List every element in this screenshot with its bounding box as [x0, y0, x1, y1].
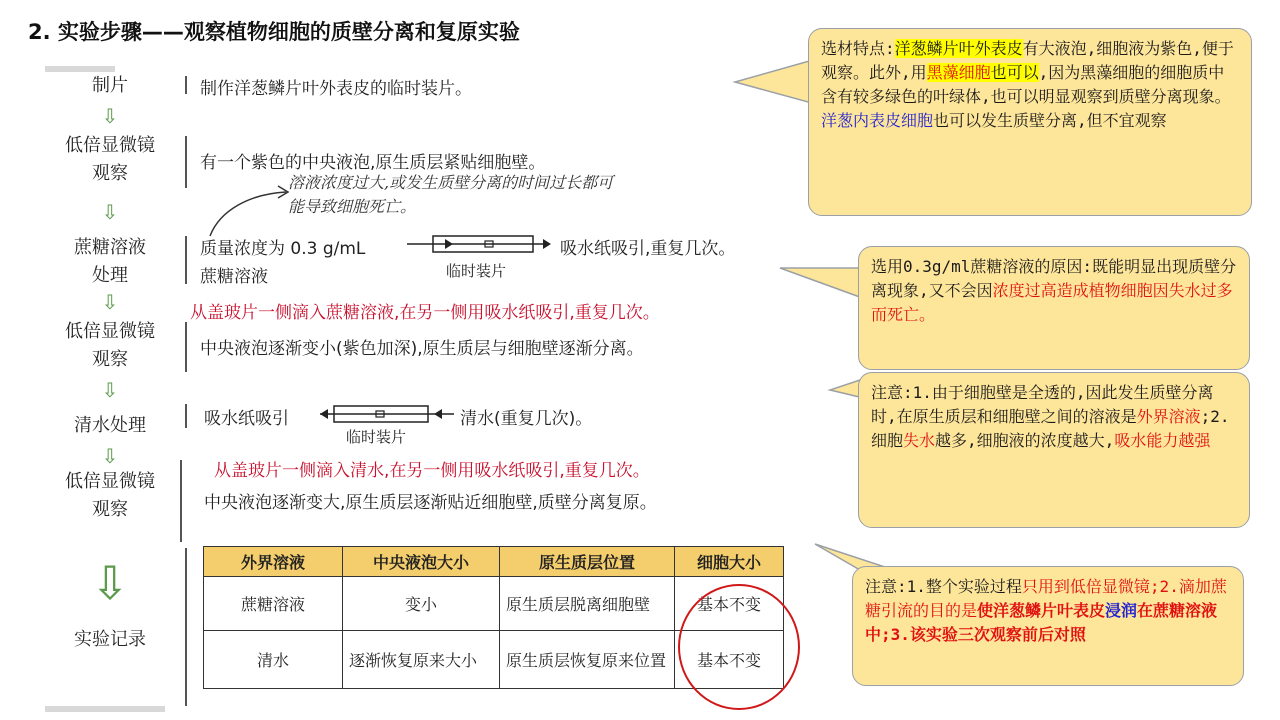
table-header: 外界溶液 [204, 547, 343, 577]
table-header: 细胞大小 [675, 547, 784, 577]
red-text: 只用到低倍显微镜 [1021, 577, 1150, 596]
table-cell: 原生质层恢复原来位置 [500, 631, 675, 689]
red-bold-text: 在蔗糖溶液中 [865, 601, 1218, 644]
callout-text: ,因为黑藻细胞的细胞质中含有较多绿色的叶绿体,也可以明显观察到质壁分离现象。 [821, 63, 1231, 106]
make-slide-text: 制作洋葱鳞片叶外表皮的临时装片。 [200, 79, 472, 99]
step-observe-3a: 低倍显微镜 [65, 471, 155, 492]
step-observe-1a: 低倍显微镜 [65, 135, 155, 156]
table-cell: 逐渐恢复原来大小 [343, 631, 500, 689]
down-arrow-icon: ⇩ [101, 378, 119, 402]
blue-text: 洋葱内表皮细胞 [821, 111, 934, 130]
observation-3: 中央液泡逐渐变大,原生质层逐渐贴近细胞壁,质壁分离复原。 [204, 493, 657, 513]
table-cell: 变小 [343, 577, 500, 631]
table-cell: 清水 [204, 631, 343, 689]
table-cell: 原生质层脱离细胞壁 [500, 577, 675, 631]
red-text: 吸水能力越强 [1114, 431, 1211, 450]
callout-text: 注意:1.整个实验过程 [865, 577, 1022, 596]
callout-text: 也可以发生质壁分离,但不宜观察 [933, 111, 1167, 130]
absorb-label-2: 吸水纸吸引 [204, 409, 289, 429]
step-sucrose-b: 处理 [92, 265, 128, 286]
red-text: 失水 [903, 431, 936, 450]
step-observe-2b: 观察 [92, 349, 128, 370]
temp-slide-label-2: 临时装片 [346, 428, 407, 446]
step-observe-2a: 低倍显微镜 [65, 321, 155, 342]
callout-text: 选用0.3g/ml蔗糖溶液的原因:既能明显出现质壁分离现象,又不会因 [871, 257, 1237, 300]
red-instruction-sucrose: 从盖玻片一侧滴入蔗糖溶液,在另一侧用吸水纸吸引,重复几次。 [190, 303, 660, 323]
red-bold-text: 使洋葱鳞片叶表皮 [977, 601, 1106, 620]
step-water: 清水处理 [74, 415, 146, 436]
step-observe-3b: 观察 [92, 499, 128, 520]
observation-1: 有一个紫色的中央液泡,原生质层紧贴细胞壁。 [200, 153, 546, 173]
table-header: 中央液泡大小 [343, 547, 500, 577]
red-bold-text: ;3.该实验三次观察前后对照 [881, 625, 1086, 644]
handwritten-note-line2: 能导致细胞死亡。 [288, 197, 417, 216]
callout-text: 注意:1.由于细胞壁是全透的,因此发生质壁分离时,在原生质层和细胞壁之间的溶液是 [871, 383, 1214, 426]
table-cell: 蔗糖溶液 [204, 577, 343, 631]
table-header: 原生质层位置 [500, 547, 675, 577]
callout-sucrose-reason [858, 246, 1250, 370]
step-make-slide: 制片 [92, 75, 128, 96]
absorb-instruction-1: 吸水纸吸引,重复几次。 [560, 239, 736, 259]
red-instruction-water: 从盖玻片一侧滴入清水,在另一侧用吸水纸吸引,重复几次。 [214, 461, 650, 481]
table-cell: 基本不变 [675, 577, 784, 631]
callout-text: 越多,细胞液的浓度越大, [935, 431, 1115, 450]
callout-note-cell-wall [858, 372, 1250, 528]
down-arrow-icon: ⇩ [101, 290, 119, 314]
temp-slide-label-1: 临时装片 [446, 262, 507, 280]
sucrose-label: 蔗糖溶液 [200, 267, 268, 287]
callout-text: 有大液泡,细胞液为紫色,便于观察。此外,用 [821, 39, 1234, 82]
step-sucrose-a: 蔗糖溶液 [74, 237, 146, 258]
highlight-text: 黑藻细胞 [926, 63, 991, 82]
blue-bold-text: 浸润 [1105, 601, 1138, 620]
observation-2: 中央液泡逐渐变小(紫色加深),原生质层与细胞壁逐渐分离。 [200, 339, 644, 359]
callout-note-experiment [852, 566, 1244, 686]
red-text: ;2.滴加蔗糖引流的目的是 [865, 577, 1227, 620]
down-arrow-icon: ⇩ [101, 200, 119, 224]
down-arrow-icon: ⇩ [101, 104, 119, 128]
red-text: 浓度过高造成植物细胞因失水过多而死亡。 [871, 281, 1233, 324]
highlight-text: 也可以 [990, 63, 1039, 82]
sucrose-concentration: 质量浓度为 0.3 g/mL [200, 239, 366, 259]
step-observe-1b: 观察 [92, 163, 128, 184]
step-record: 实验记录 [74, 629, 146, 650]
table-cell: 基本不变 [675, 631, 784, 689]
callout-text: ;2.细胞 [871, 407, 1230, 450]
highlight-text: 洋葱鳞片叶外表皮 [894, 39, 1023, 58]
down-arrow-icon: ⇩ [101, 444, 119, 468]
handwritten-note-line1: 溶液浓度过大,或发生质壁分离的时间过长都可 [288, 173, 614, 192]
big-down-arrow-icon: ⇩ [90, 556, 130, 610]
page-title: 2. 实验步骤——观察植物细胞的质壁分离和复原实验 [28, 20, 520, 44]
callout-material-features [808, 28, 1252, 216]
red-text: 外界溶液 [1136, 407, 1201, 426]
water-instruction: 清水(重复几次)。 [460, 409, 593, 429]
callout-text: 选材特点: [821, 39, 895, 58]
